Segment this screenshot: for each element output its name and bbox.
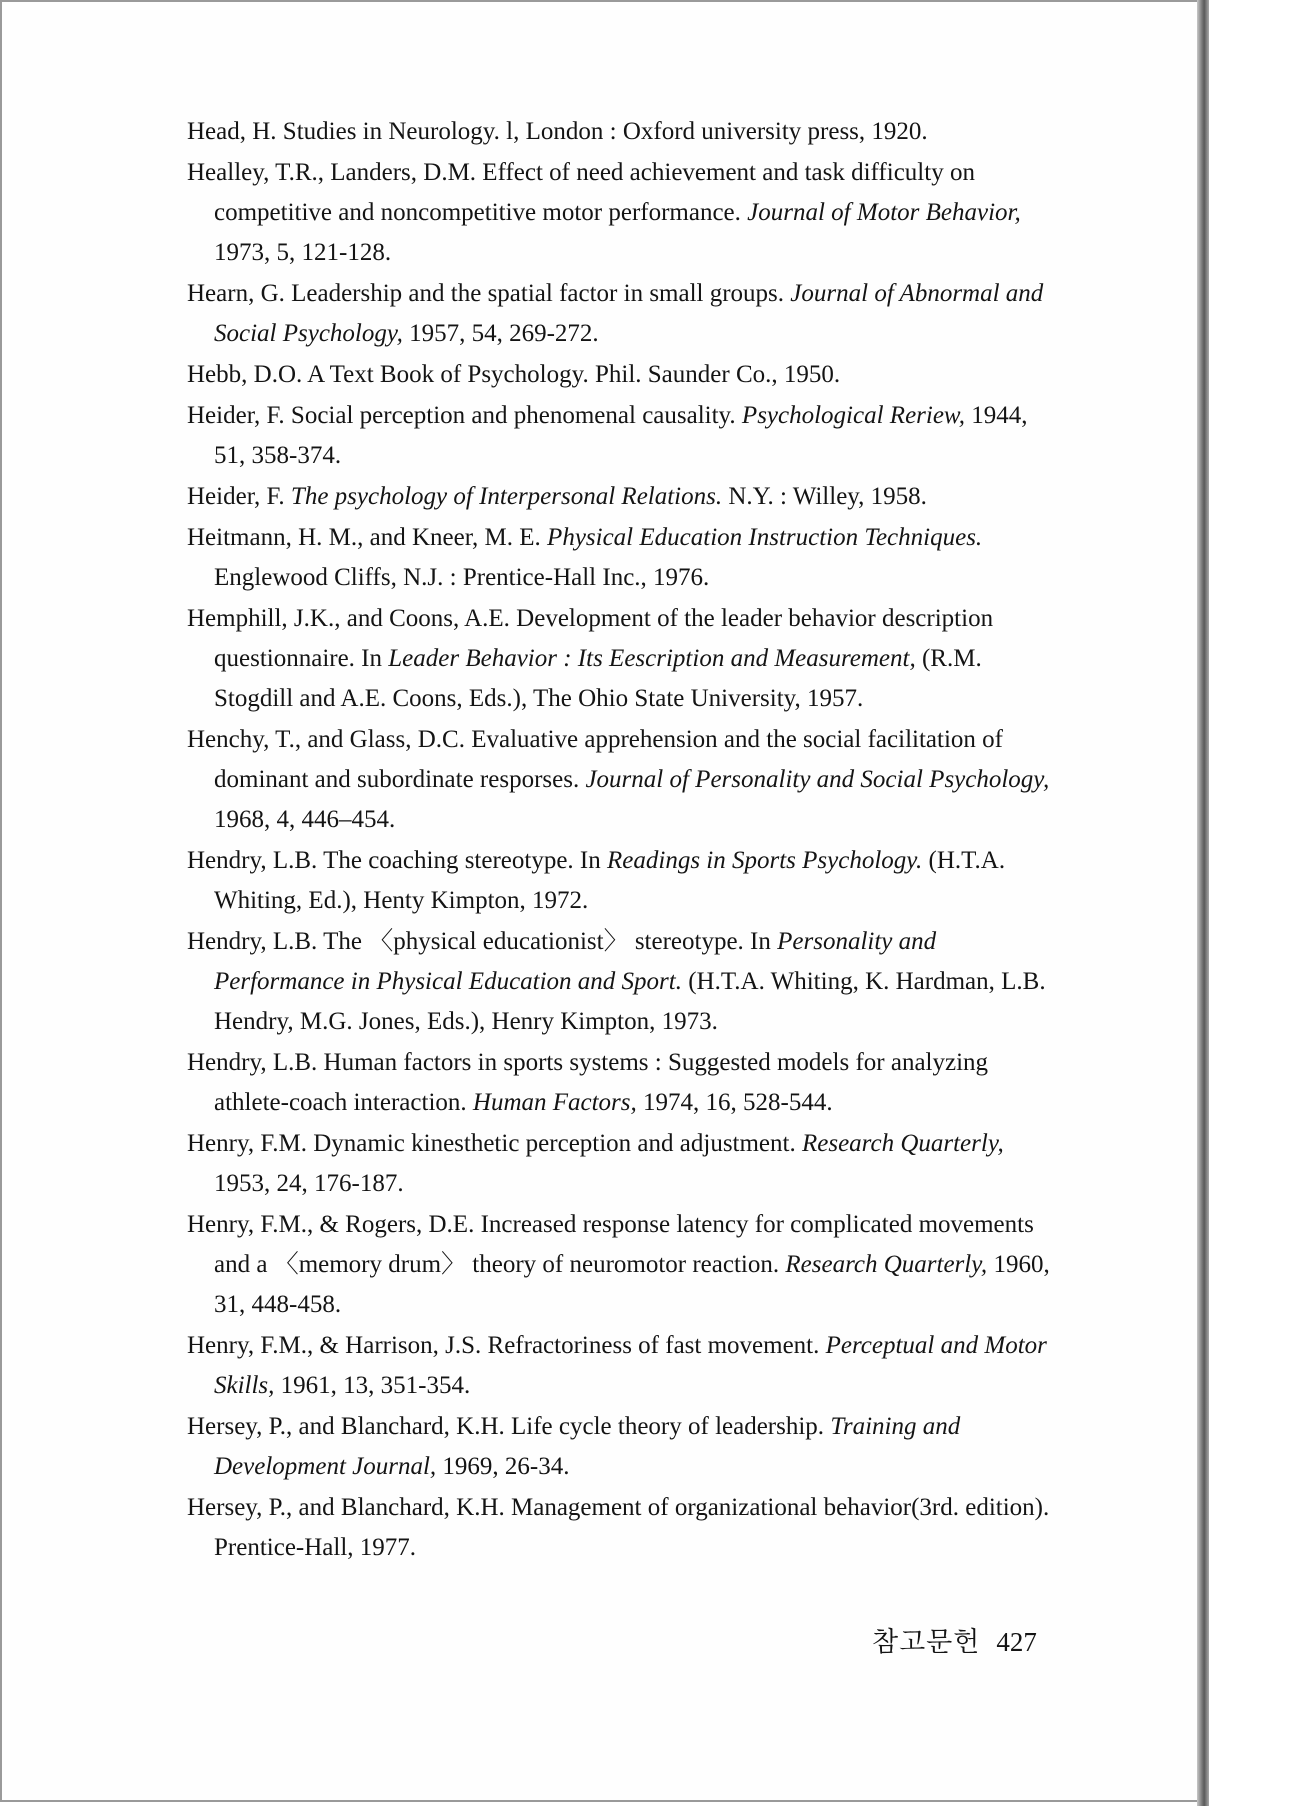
reference-item: Henry, F.M., & Rogers, D.E. Increased response latency for complicated movements and a 〈memory drum〉 theory of neuromotor reaction. Research Quarterly, 1960, 31, 448-458. bbox=[187, 1211, 1050, 1318]
reference-item: Henry, F.M., & Harrison, J.S. Refractoriness of fast movement. Perceptual and Motor Skills, 1961, 13, 351-354. bbox=[187, 1332, 1047, 1399]
reference-item: Hersey, P., and Blanchard, K.H. Management of organizational behavior(3rd. edition). Prentice-Hall, 1977. bbox=[187, 1494, 1050, 1561]
reference-item: Heider, F. Social perception and phenomenal causality. Psychological Reriew, 1944, 51, 358-374. bbox=[187, 402, 1028, 469]
reference-item: Hemphill, J.K., and Coons, A.E. Development of the leader behavior description questionnaire. In Leader Behavior : Its Eescription and Measurement, (R.M. Stogdill and A.E. Coons, Eds.), The Ohio State University, 1957. bbox=[187, 605, 994, 712]
reference-list bbox=[187, 112, 1057, 1569]
reference-item: Hearn, G. Leadership and the spatial factor in small groups. Journal of Abnormal and Social Psychology, 1957, 54, 269-272. bbox=[187, 280, 1044, 347]
reference-item: Hendry, L.B. The 〈physical educationist〉 stereotype. In Personality and Performance in Physical Education and Sport. (H.T.A. Whiting, K. Hardman, L.B. Hendry, M.G. Jones, Eds.), Henry Kimpton, 1973. bbox=[187, 928, 1046, 1035]
reference-item: Heider, F. The psychology of Interpersonal Relations. N.Y. : Willey, 1958. bbox=[187, 483, 927, 510]
page-number: 427 bbox=[996, 1627, 1037, 1657]
reference-item: Healley, T.R., Landers, D.M. Effect of need achievement and task difficulty on competitive and noncompetitive motor performance. Journal of Motor Behavior, 1973, 5, 121-128. bbox=[187, 159, 1021, 266]
reference-item: Head, H. Studies in Neurology. l, London : Oxford university press, 1920. bbox=[187, 118, 928, 145]
reference-item: Heitmann, H. M., and Kneer, M. E. Physical Education Instruction Techniques. Englewood Cliffs, N.J. : Prentice-Hall Inc., 1976. bbox=[187, 524, 983, 591]
reference-item: Henry, F.M. Dynamic kinesthetic perception and adjustment. Research Quarterly, 1953, 24, 176-187. bbox=[187, 1130, 1004, 1197]
page-footer bbox=[872, 1620, 1037, 1659]
page-edge bbox=[1197, 0, 1209, 1806]
reference-item: Hendry, L.B. Human factors in sports systems : Suggested models for analyzing athlete-coach interaction. Human Factors, 1974, 16, 528-544. bbox=[187, 1049, 989, 1116]
reference-item: Hendry, L.B. The coaching stereotype. In Readings in Sports Psychology. (H.T.A. Whiting, Ed.), Henty Kimpton, 1972. bbox=[187, 847, 1006, 914]
reference-item: Hersey, P., and Blanchard, K.H. Life cycle theory of leadership. Training and Development Journal, 1969, 26-34. bbox=[187, 1413, 961, 1480]
reference-item: Henchy, T., and Glass, D.C. Evaluative apprehension and the social facilitation of dominant and subordinate resporses. Journal of Personality and Social Psychology, 1968, 4, 446–454. bbox=[187, 726, 1050, 833]
reference-item: Hebb, D.O. A Text Book of Psychology. Phil. Saunder Co., 1950. bbox=[187, 361, 841, 388]
section-title: 참고문헌 bbox=[872, 1627, 981, 1657]
